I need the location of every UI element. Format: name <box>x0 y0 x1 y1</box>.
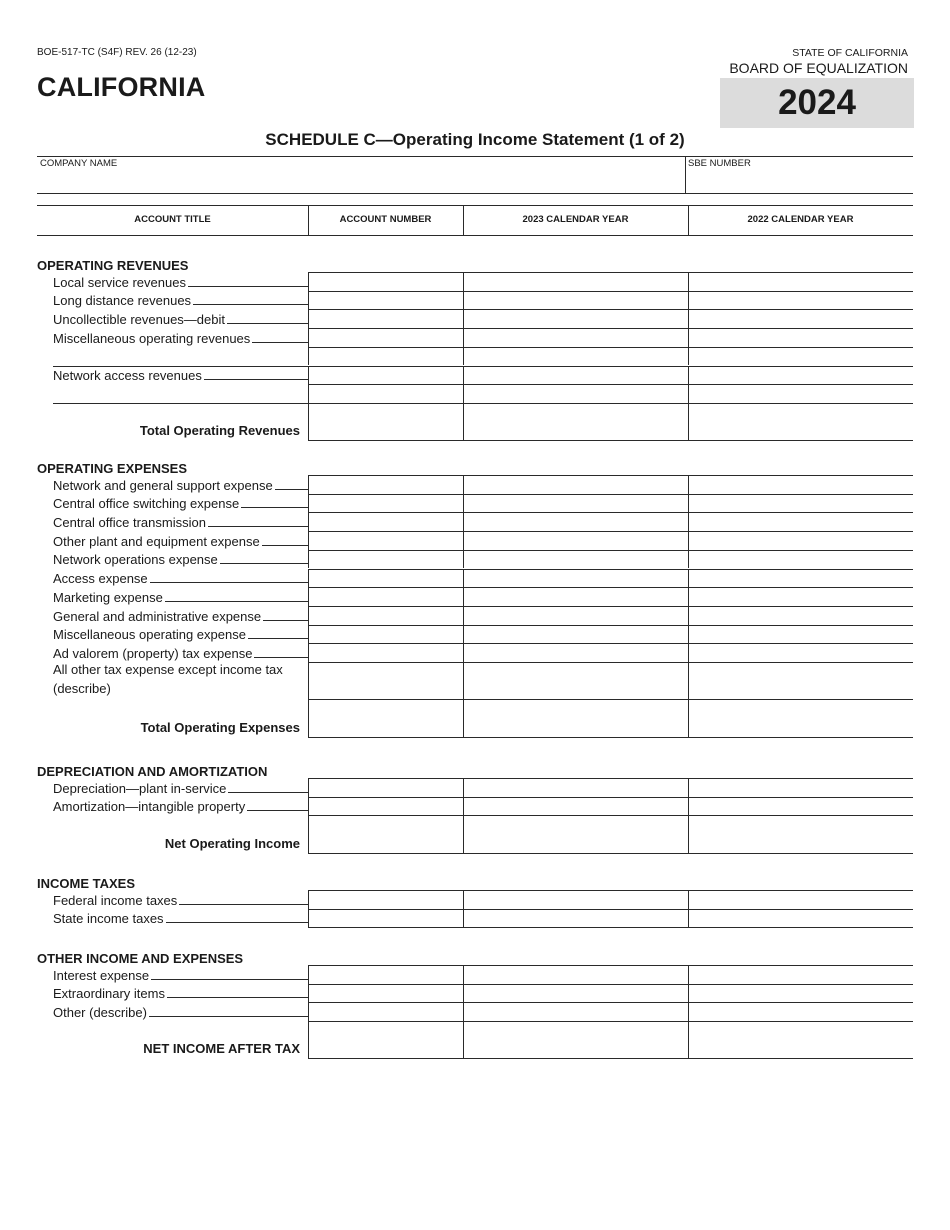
row-account-number-cell[interactable] <box>309 385 462 402</box>
grid-rule <box>308 927 913 928</box>
total-label-operating-revenues: Total Operating Revenues <box>139 423 300 439</box>
leader-line <box>166 922 308 923</box>
row-label-text: Access expense <box>53 571 148 587</box>
row-label <box>53 476 308 493</box>
row-year-2023-cell[interactable] <box>464 329 687 346</box>
leader-line <box>204 379 308 380</box>
column-header-bottom-rule <box>37 235 913 236</box>
row-label-text: Central office switching expense <box>53 496 240 512</box>
row-label-text: State income taxes <box>53 911 164 927</box>
row-year-2022-cell[interactable] <box>689 348 912 365</box>
leader-line <box>228 792 308 793</box>
row-year-2023-cell[interactable] <box>464 644 687 661</box>
leader-line <box>247 810 308 811</box>
row-label <box>53 570 308 587</box>
row-label-text: Federal income taxes <box>53 892 178 908</box>
row-year-2023-cell[interactable] <box>464 367 687 384</box>
row-year-2022-cell[interactable] <box>689 532 912 549</box>
row-year-2023-cell[interactable] <box>464 292 687 309</box>
total-year-2022-cell[interactable] <box>689 1022 912 1057</box>
company-block-top-rule <box>37 156 913 157</box>
row-account-number-cell[interactable] <box>309 570 462 587</box>
row-account-number-cell[interactable] <box>309 798 462 815</box>
row-account-number-cell[interactable] <box>309 273 462 290</box>
tax-year-badge: 2024 <box>720 78 914 128</box>
row-label-text: Marketing expense <box>53 589 163 605</box>
total-account-number-cell[interactable] <box>309 816 462 851</box>
row-account-number-cell[interactable] <box>309 910 462 927</box>
row-label <box>53 891 308 908</box>
row-year-2023-cell[interactable] <box>464 532 687 549</box>
agency-board: BOARD OF EQUALIZATION <box>729 60 908 76</box>
row-year-2023-cell[interactable] <box>464 588 687 605</box>
row-account-number-cell[interactable] <box>309 966 462 983</box>
row-account-number-cell[interactable] <box>309 1003 462 1020</box>
leader-line <box>208 526 308 527</box>
row-account-number-cell[interactable] <box>309 891 462 908</box>
leader-line <box>149 1016 308 1017</box>
section-title-operating-revenues: OPERATING REVENUES <box>37 258 189 273</box>
row-account-number-cell[interactable] <box>309 626 462 643</box>
row-label-text: Local service revenues <box>53 274 186 290</box>
row-label-text: Network and general support expense <box>53 477 273 493</box>
row-year-2023-cell[interactable] <box>464 348 687 365</box>
section-title-depreciation: DEPRECIATION AND AMORTIZATION <box>37 764 268 779</box>
row-label <box>53 798 308 815</box>
row-account-number-cell[interactable] <box>309 476 462 493</box>
total-year-2022-cell[interactable] <box>689 404 912 439</box>
row-label <box>53 292 308 309</box>
leader-line <box>188 286 308 287</box>
row-year-2022-cell[interactable] <box>689 570 912 587</box>
row-label-text: Interest expense <box>53 967 150 983</box>
row-label-text: Network operations expense <box>53 552 218 568</box>
row-label <box>53 513 308 530</box>
row-year-2023-cell[interactable] <box>464 966 687 983</box>
row-year-2022-cell[interactable] <box>689 367 912 384</box>
row-label <box>53 779 308 796</box>
company-block-divider <box>685 156 686 194</box>
row-label-text: Miscellaneous operating expense <box>53 627 246 643</box>
sbe-number-input[interactable] <box>688 171 910 191</box>
grid-rule <box>308 853 913 854</box>
leader-line <box>227 323 308 324</box>
row-year-2023-cell[interactable] <box>464 551 687 568</box>
row-year-2022-cell[interactable] <box>689 626 912 643</box>
row-year-2022-cell[interactable] <box>689 607 912 624</box>
leader-line <box>167 997 308 998</box>
section-title-income-taxes: INCOME TAXES <box>37 876 135 891</box>
row-year-2023-cell[interactable] <box>464 798 687 815</box>
row-year-2023-cell[interactable] <box>464 476 687 493</box>
row-year-2022-cell[interactable] <box>689 273 912 290</box>
row-label-text: Uncollectible revenues—debit <box>53 312 225 328</box>
state-name: CALIFORNIA <box>37 72 206 102</box>
total-year-2023-cell[interactable] <box>464 816 687 851</box>
row-year-2022-cell[interactable] <box>689 588 912 605</box>
row-year-2023-cell[interactable] <box>464 663 687 698</box>
total-account-number-cell[interactable] <box>309 700 462 735</box>
blank-entry-line[interactable] <box>53 403 308 404</box>
row-label <box>53 1003 308 1020</box>
row-account-number-cell[interactable] <box>309 607 462 624</box>
row-account-number-cell[interactable] <box>309 348 462 365</box>
row-account-number-cell[interactable] <box>309 779 462 796</box>
company-block-bottom-rule <box>37 193 913 194</box>
row-year-2022-cell[interactable] <box>689 495 912 512</box>
row-year-2023-cell[interactable] <box>464 495 687 512</box>
row-label-text: Other (describe) <box>53 1005 147 1021</box>
row-label <box>53 310 308 327</box>
total-label-depreciation: Net Operating Income <box>164 835 300 851</box>
row-label <box>53 966 308 983</box>
form-id: BOE-517-TC (S4F) REV. 26 (12-23) <box>37 47 197 58</box>
row-year-2023-cell[interactable] <box>464 513 687 530</box>
row-label-text: Amortization—intangible property <box>53 799 246 815</box>
leader-line <box>263 620 308 621</box>
total-year-2023-cell[interactable] <box>464 1022 687 1057</box>
row-year-2022-cell[interactable] <box>689 310 912 327</box>
section-title-operating-expenses: OPERATING EXPENSES <box>37 461 188 476</box>
row-year-2023-cell[interactable] <box>464 779 687 796</box>
row-account-number-cell[interactable] <box>309 985 462 1002</box>
total-year-2022-cell[interactable] <box>689 816 912 851</box>
row-label-text: Central office transmission <box>53 515 206 531</box>
row-label-text: Extraordinary items <box>53 986 165 1002</box>
row-label <box>53 626 308 643</box>
leader-line <box>248 638 308 639</box>
row-label-text: Long distance revenues <box>53 293 192 309</box>
row-account-number-cell[interactable] <box>309 551 462 568</box>
row-year-2023-cell[interactable] <box>464 310 687 327</box>
row-year-2022-cell[interactable] <box>689 1003 912 1020</box>
total-account-number-cell[interactable] <box>309 404 462 439</box>
row-label-text: Depreciation—plant in-service <box>53 780 227 796</box>
sbe-number-label: SBE NUMBER <box>688 158 751 169</box>
leader-line <box>262 545 308 546</box>
column-header-account-number: ACCOUNT NUMBER <box>339 214 432 225</box>
row-account-number-cell[interactable] <box>309 367 462 384</box>
row-account-number-cell[interactable] <box>309 644 462 661</box>
row-year-2023-cell[interactable] <box>464 1003 687 1020</box>
total-year-2023-cell[interactable] <box>464 404 687 439</box>
row-year-2022-cell[interactable] <box>689 891 912 908</box>
agency-state: STATE OF CALIFORNIA <box>792 47 908 59</box>
row-label-text: General and administrative expense <box>53 608 262 624</box>
row-label <box>53 607 308 624</box>
section-title-other-income: OTHER INCOME AND EXPENSES <box>37 951 244 966</box>
row-account-number-cell[interactable] <box>309 310 462 327</box>
row-year-2022-cell[interactable] <box>689 910 912 927</box>
row-account-number-cell[interactable] <box>309 495 462 512</box>
row-label <box>53 367 308 384</box>
column-header-2022: 2022 CALENDAR YEAR <box>747 214 854 225</box>
leader-line <box>165 601 308 602</box>
grid-rule <box>308 440 913 441</box>
row-year-2023-cell[interactable] <box>464 570 687 587</box>
row-label <box>53 329 308 346</box>
row-year-2022-cell[interactable] <box>689 513 912 530</box>
row-year-2023-cell[interactable] <box>464 607 687 624</box>
row-label-text: Ad valorem (property) tax expense <box>53 645 253 661</box>
row-year-2022-cell[interactable] <box>689 476 912 493</box>
grid-rule <box>308 737 913 738</box>
row-year-2022-cell[interactable] <box>689 663 912 698</box>
row-label <box>53 588 308 605</box>
row-account-number-cell[interactable] <box>309 663 462 698</box>
row-year-2022-cell[interactable] <box>689 966 912 983</box>
row-label <box>53 532 308 549</box>
total-year-2022-cell[interactable] <box>689 700 912 735</box>
row-year-2023-cell[interactable] <box>464 910 687 927</box>
column-header-top-rule <box>37 205 913 206</box>
total-label-operating-expenses: Total Operating Expenses <box>140 719 300 735</box>
row-label <box>53 663 308 698</box>
row-year-2023-cell[interactable] <box>464 985 687 1002</box>
grid-rule <box>308 1058 913 1059</box>
row-year-2022-cell[interactable] <box>689 985 912 1002</box>
leader-line <box>252 342 308 343</box>
row-label <box>53 495 308 512</box>
company-name-label: COMPANY NAME <box>40 158 118 169</box>
row-year-2023-cell[interactable] <box>464 626 687 643</box>
row-label <box>53 985 308 1002</box>
row-account-number-cell[interactable] <box>309 292 462 309</box>
row-year-2023-cell[interactable] <box>464 891 687 908</box>
leader-line <box>150 582 308 583</box>
row-year-2023-cell[interactable] <box>464 273 687 290</box>
row-year-2022-cell[interactable] <box>689 385 912 402</box>
total-label-other-income: NET INCOME AFTER TAX <box>143 1041 300 1057</box>
row-label-text: All other tax expense except income tax (describe) <box>53 662 283 697</box>
company-name-input[interactable] <box>40 171 680 191</box>
leader-line <box>220 563 308 564</box>
row-year-2023-cell[interactable] <box>464 385 687 402</box>
row-label <box>53 910 308 927</box>
row-year-2022-cell[interactable] <box>689 644 912 661</box>
row-label-text: Miscellaneous operating revenues <box>53 330 251 346</box>
row-year-2022-cell[interactable] <box>689 329 912 346</box>
row-label-text: Other plant and equipment expense <box>53 533 260 549</box>
leader-line <box>193 304 308 305</box>
leader-line <box>275 489 308 490</box>
leader-line <box>151 979 308 980</box>
row-label <box>53 551 308 568</box>
row-year-2022-cell[interactable] <box>689 292 912 309</box>
row-label <box>53 273 308 290</box>
total-year-2023-cell[interactable] <box>464 700 687 735</box>
row-year-2022-cell[interactable] <box>689 798 912 815</box>
row-year-2022-cell[interactable] <box>689 779 912 796</box>
row-label <box>53 644 308 661</box>
row-account-number-cell[interactable] <box>309 532 462 549</box>
leader-line <box>179 904 308 905</box>
row-label-text: Network access revenues <box>53 368 202 384</box>
total-account-number-cell[interactable] <box>309 1022 462 1057</box>
column-header-account-title: ACCOUNT TITLE <box>134 214 211 225</box>
row-account-number-cell[interactable] <box>309 588 462 605</box>
column-header-2023: 2023 CALENDAR YEAR <box>522 214 629 225</box>
leader-line <box>241 507 308 508</box>
row-year-2022-cell[interactable] <box>689 551 912 568</box>
leader-line <box>254 657 308 658</box>
schedule-title: SCHEDULE C—Operating Income Statement (1 of 2) <box>265 130 685 149</box>
row-account-number-cell[interactable] <box>309 329 462 346</box>
row-account-number-cell[interactable] <box>309 513 462 530</box>
